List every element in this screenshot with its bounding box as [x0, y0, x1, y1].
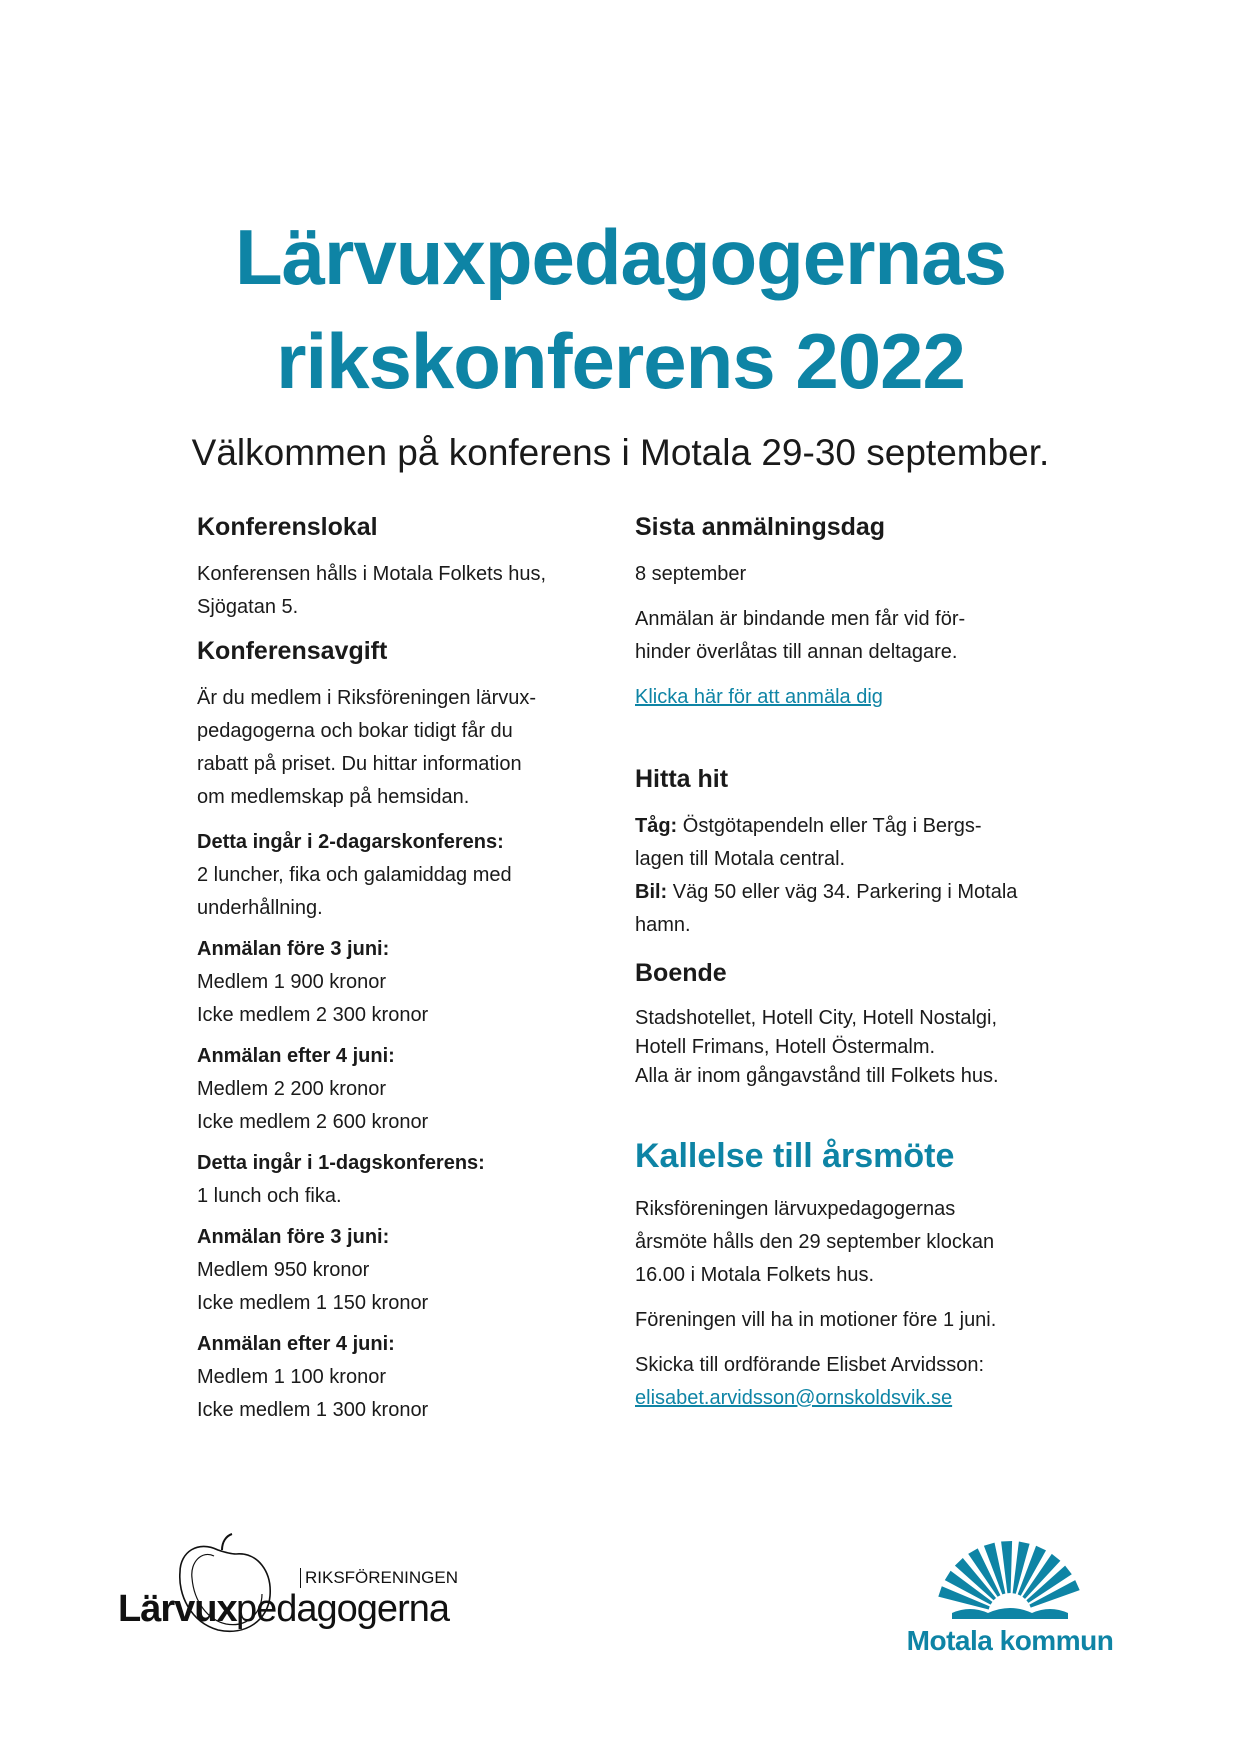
one-day-late-member: Medlem 1 100 kronor	[197, 1366, 386, 1388]
lodging-line-2: Hotell Frimans, Hotell Östermalm.	[635, 1036, 936, 1058]
lodging-line-3: Alla är inom gångavstånd till Folkets hus.	[635, 1065, 999, 1087]
venue-line-2: Sjögatan 5.	[197, 596, 299, 618]
fee-line-4: om medlemskap på hemsidan.	[197, 786, 470, 808]
lodging-line-1: Stadshotellet, Hotell City, Hotell Nostalgi,	[635, 1007, 998, 1029]
train-label: Tåg:	[635, 815, 678, 837]
one-day-early-non-member: Icke medlem 1 150 kronor	[197, 1292, 429, 1314]
car-line-2: hamn.	[635, 914, 691, 936]
train-line-1: Östgötapendeln eller Tåg i Bergs-	[682, 815, 982, 837]
motala-kommun-name: Motala kommun	[906, 1625, 1114, 1656]
two-day-late-label: Anmälan efter 4 juni:	[197, 1045, 395, 1067]
venue-heading: Konferenslokal	[197, 513, 378, 541]
two-day-early-non-member: Icke medlem 2 300 kronor	[197, 1004, 429, 1026]
fee-heading: Konferensavgift	[197, 637, 388, 665]
car-label: Bil:	[635, 881, 668, 903]
email-link[interactable]: elisabet.arvidsson@ornskoldsvik.se	[635, 1387, 953, 1409]
title-line-1: Lärvuxpedagogernas	[235, 213, 1006, 301]
two-day-early-member: Medlem 1 900 kronor	[197, 971, 386, 993]
deadline-heading: Sista anmälningsdag	[635, 513, 886, 541]
deadline-note-2: hinder överlåtas till annan deltagare.	[635, 641, 958, 663]
fee-line-3: rabatt på priset. Du hittar information	[197, 753, 522, 775]
one-day-label: Detta ingår i 1-dagskonferens:	[197, 1152, 485, 1174]
deadline-note-1: Anmälan är bindande men får vid för-	[635, 608, 966, 630]
left-column	[197, 510, 597, 1427]
two-day-line-1: 2 luncher, fika och galamiddag med	[197, 864, 512, 886]
fee-line-1: Är du medlem i Riksföreningen lärvux-	[197, 687, 537, 709]
one-day-late-non-member: Icke medlem 1 300 kronor	[197, 1399, 429, 1421]
larvux-logo-light: pedagogerna	[236, 1588, 449, 1630]
two-day-late-member: Medlem 2 200 kronor	[197, 1078, 386, 1100]
two-day-line-2: underhållning.	[197, 897, 323, 919]
fan-emblem-icon	[890, 1535, 1130, 1625]
meeting-line-1: Riksföreningen lärvuxpedagogernas	[635, 1198, 956, 1220]
meeting-motions: Föreningen vill ha in motioner före 1 juni.	[635, 1309, 997, 1331]
one-day-early-member: Medlem 950 kronor	[197, 1259, 370, 1281]
larvux-logo	[118, 1532, 478, 1642]
meeting-line-2: årsmöte hålls den 29 september klockan	[635, 1231, 995, 1253]
motala-kommun-logo	[890, 1535, 1130, 1660]
one-day-late-label: Anmälan efter 4 juni:	[197, 1333, 395, 1355]
meeting-send-to: Skicka till ordförande Elisbet Arvidsson:	[635, 1354, 985, 1376]
directions-heading: Hitta hit	[635, 765, 729, 793]
page-title	[0, 205, 1241, 413]
title-line-2: rikskonferens 2022	[276, 317, 965, 405]
lodging-heading: Boende	[635, 959, 727, 987]
fee-line-2: pedagogerna och bokar tidigt får du	[197, 720, 513, 742]
meeting-heading: Kallelse till årsmöte	[635, 1137, 955, 1175]
venue-line-1: Konferensen hålls i Motala Folkets hus,	[197, 563, 547, 585]
two-day-early-label: Anmälan före 3 juni:	[197, 938, 390, 960]
two-day-label: Detta ingår i 2-dagarskonferens:	[197, 831, 504, 853]
one-day-early-label: Anmälan före 3 juni:	[197, 1226, 390, 1248]
train-line-2: lagen till Motala central.	[635, 848, 846, 870]
one-day-line-1: 1 lunch och fika.	[197, 1185, 342, 1207]
deadline-date: 8 september	[635, 563, 747, 585]
page-subtitle: Välkommen på konferens i Motala 29-30 september.	[191, 432, 1050, 473]
right-column	[635, 510, 1055, 1415]
larvux-logo-bold: Lärvux	[118, 1588, 237, 1630]
car-line-1: Väg 50 eller väg 34. Parkering i Motala	[672, 881, 1018, 903]
two-day-late-non-member: Icke medlem 2 600 kronor	[197, 1111, 429, 1133]
larvux-logo-small: RIKSFÖRENINGEN	[300, 1568, 458, 1588]
register-link[interactable]: Klicka här för att anmäla dig	[635, 686, 883, 708]
meeting-line-3: 16.00 i Motala Folkets hus.	[635, 1264, 875, 1286]
